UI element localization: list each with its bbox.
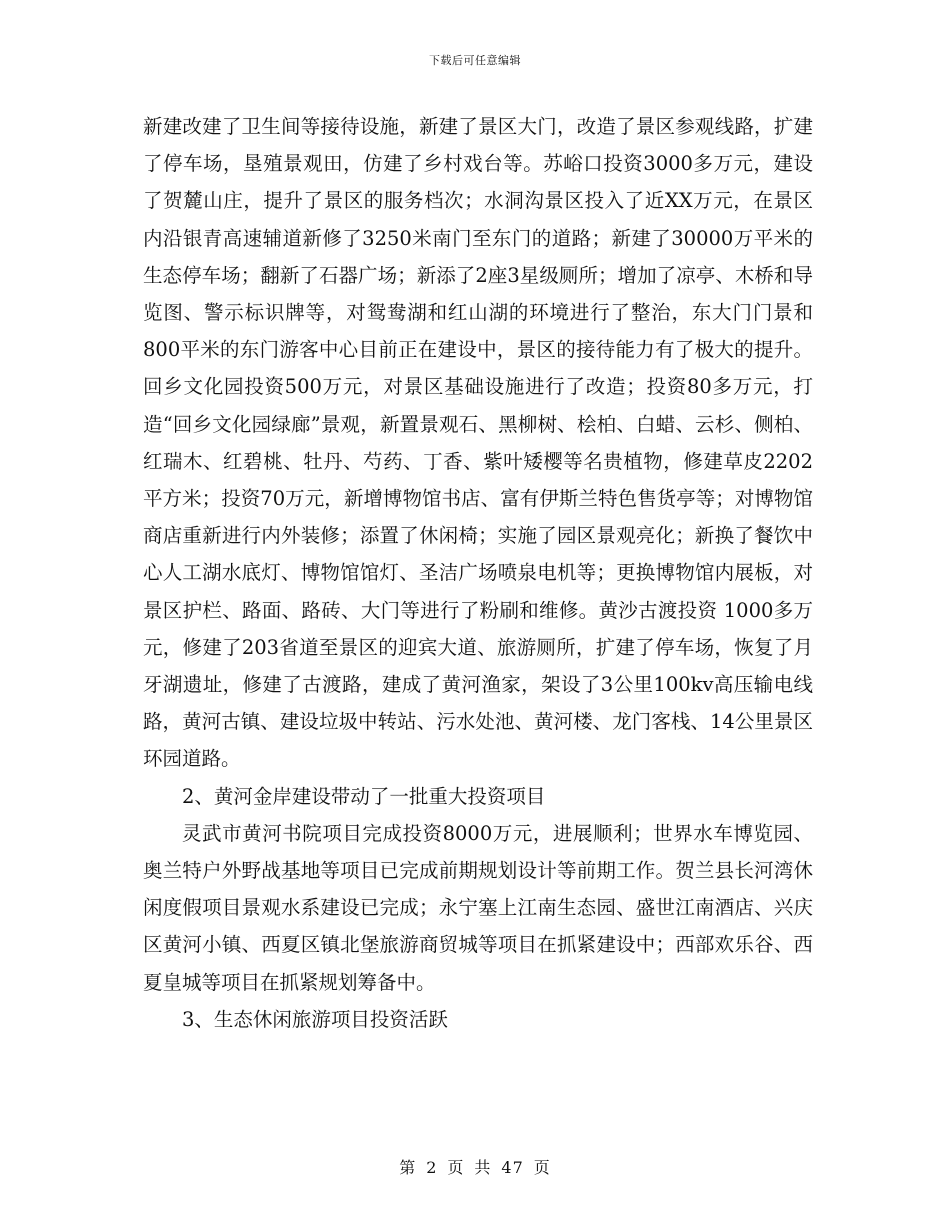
footer-prefix: 第 [399, 1158, 417, 1177]
footer-page-unit: 页 [447, 1158, 465, 1177]
page-header: 下载后可任意编辑 [429, 54, 521, 67]
paragraph-major-projects: 灵武市黄河书院项目完成投资8000万元，进展顺利；世界水车博览园、奥兰特户外野战基地等项目已完成前期规划设计等前期工作。贺兰县长河湾休闲度假项目景观水系建设已完成；永宁塞上江南生态园、盛世江南酒店、兴庆区黄河小镇、西夏区镇北堡旅游商贸城等项目在抓紧建设中；西部欢乐谷、西夏皇城等项目在抓紧规划筹备中。 [143, 821, 813, 994]
paragraph-scenic-investments: 新建改建了卫生间等接待设施，新建了景区大门，改造了景区参观线路，扩建了停车场，垦殖景观田，仿建了乡村戏台等。苏峪口投资3000多万元，建设了贺麓山庄，提升了景区的服务档次；水洞沟景区投入了近XX万元，在景区内沿银青高速辅道新修了3250米南门至东门的道路；新建了30000万平米的生态停车场；翻新了石器广场；新添了2座3星级厕所；增加了凉亭、木桥和导览图、警示标识牌等，对鸳鸯湖和红山湖的环境进行了整治，东大门门景和800平米的东门游客中心目前正在建设中，景区的接待能力有了极大的提升。回乡文化园投资500万元，对景区基础设施进行了改造；投资80多万元，打造“回乡文化园绿廊”景观，新置景观石、黑柳树、桧柏、白蜡、云杉、侧柏、红瑞木、红碧桃、牡丹、芍药、丁香、紫叶矮樱等名贵植物，修建草皮2202平方米；投资70万元，新增博物馆书店、富有伊斯兰特色售货亭等；对博物馆商店重新进行内外装修；添置了休闲椅；实施了园区景观亮化；新换了餐饮中心人工湖水底灯、博物馆馆灯、圣洁广场喷泉电机等；更换博物馆内展板，对景区护栏、路面、路砖、大门等进行了粉刷和维修。黄沙古渡投资 1000多万元，修建了203省道至景区的迎宾大道、旅游厕所，扩建了停车场，恢复了月牙湖遗址，修建了古渡路，建成了黄河渔家，架设了3公里100kv高压输电线路，黄河古镇、建设垃圾中转站、污水处池、黄河楼、龙门客栈、14公里景区环园道路。 [143, 115, 813, 771]
footer-total-prefix: 共 [474, 1158, 492, 1177]
section-heading-3: 3、生态休闲旅游项目投资活跃 [182, 1007, 448, 1031]
footer-total-pages: 47 [501, 1158, 524, 1177]
footer-total-unit: 页 [533, 1158, 551, 1177]
section-heading-2: 2、黄河金岸建设带动了一批重大投资项目 [182, 784, 546, 808]
document-body [143, 108, 813, 1038]
footer-page-number: 2 [426, 1158, 438, 1177]
page-footer [0, 1155, 950, 1178]
